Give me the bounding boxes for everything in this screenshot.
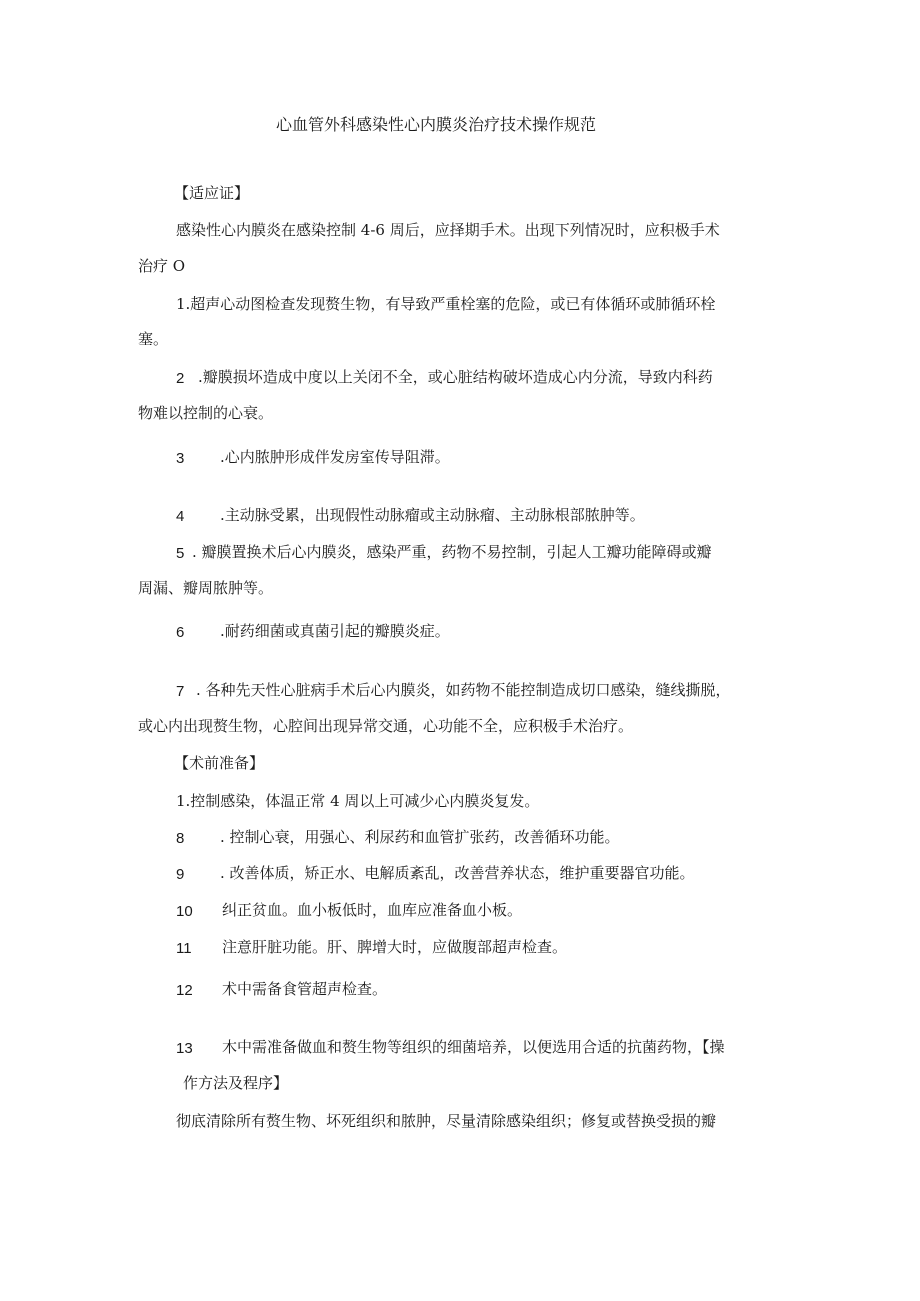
preop-heading: 【术前准备】 <box>174 754 265 772</box>
preop-9-line1: . 改善体质，矫正水、电解质紊乱，改善营养状态，维护重要器官功能。 <box>220 864 695 882</box>
preop-11-number: 11 <box>176 940 192 957</box>
preop-8-line1: . 控制心衰，用强心、利尿药和血管扩张药，改善循环功能。 <box>220 828 620 846</box>
page-title: 心血管外科感染性心内膜炎治疗技术操作规范 <box>276 115 597 134</box>
indication-7-number: 7 <box>176 683 185 700</box>
indications-intro-line2: 治疗 O <box>138 257 186 275</box>
indications-heading: 【适应证】 <box>174 184 250 202</box>
indication-6-line1: .耐药细菌或真菌引起的瓣膜炎症。 <box>220 622 450 640</box>
indication-5-line2: 周漏、瓣周脓肿等。 <box>138 579 274 597</box>
preop-13-line1: 木中需准备做血和赘生物等组织的细菌培养，以便选用合适的抗菌药物，【操 <box>222 1038 725 1056</box>
indication-3-line1: .心内脓肿形成伴发房室传导阻滞。 <box>220 448 450 466</box>
preop-1-line1: 1.控制感染，体温正常 4 周以上可减少心内膜炎复发。 <box>176 792 540 810</box>
preop-12-number: 12 <box>176 982 193 999</box>
indication-7-line2: 或心内出现赘生物，心腔间出现异常交通，心功能不全，应积极手术治疗。 <box>138 717 634 735</box>
preop-8-number: 8 <box>176 830 185 847</box>
preop-12-line1: 术中需备食管超声检查。 <box>222 980 388 998</box>
preop-13-number: 13 <box>176 1040 193 1057</box>
indication-1-line1: 1.超声心动图检查发现赘生物，有导致严重栓塞的危险，或已有体循环或肺循环栓 <box>176 295 716 313</box>
indication-6-number: 6 <box>176 624 185 641</box>
preop-11-line1: 注意肝脏功能。肝、脾增大时，应做腹部超声检查。 <box>222 938 568 956</box>
indication-1-line2: 塞。 <box>138 330 169 348</box>
indication-3-number: 3 <box>176 450 185 467</box>
procedure-line1: 彻底清除所有赘生物、坏死组织和脓肿，尽量清除感染组织；修复或替换受损的瓣 <box>176 1112 717 1130</box>
indication-4-number: 4 <box>176 508 185 525</box>
indication-2-line1: .瓣膜损坏造成中度以上关闭不全，或心脏结构破坏造成心内分流，导致内科药 <box>198 368 713 386</box>
indication-7-line1: . 各种先天性心脏病手术后心内膜炎，如药物不能控制造成切口感染，缝线撕脱， <box>196 681 731 699</box>
preop-13-line2: 作方法及程序】 <box>183 1074 289 1092</box>
indications-intro-line1: 感染性心内膜炎在感染控制 4-6 周后，应择期手术。出现下列情况时，应积极手术 <box>176 221 720 239</box>
preop-9-number: 9 <box>176 866 185 883</box>
preop-10-line1: 纠正贫血。血小板低时，血库应准备血小板。 <box>222 901 523 919</box>
indication-5-number: 5 <box>176 545 185 562</box>
indication-5-line1: . 瓣膜置换术后心内膜炎，感染严重，药物不易控制，引起人工瓣功能障碍或瓣 <box>192 543 712 561</box>
indication-2-number: 2 <box>176 370 185 387</box>
indication-4-line1: .主动脉受累，出现假性动脉瘤或主动脉瘤、主动脉根部脓肿等。 <box>220 506 645 524</box>
indication-2-line2: 物难以控制的心衰。 <box>138 404 274 422</box>
preop-10-number: 10 <box>176 903 193 920</box>
